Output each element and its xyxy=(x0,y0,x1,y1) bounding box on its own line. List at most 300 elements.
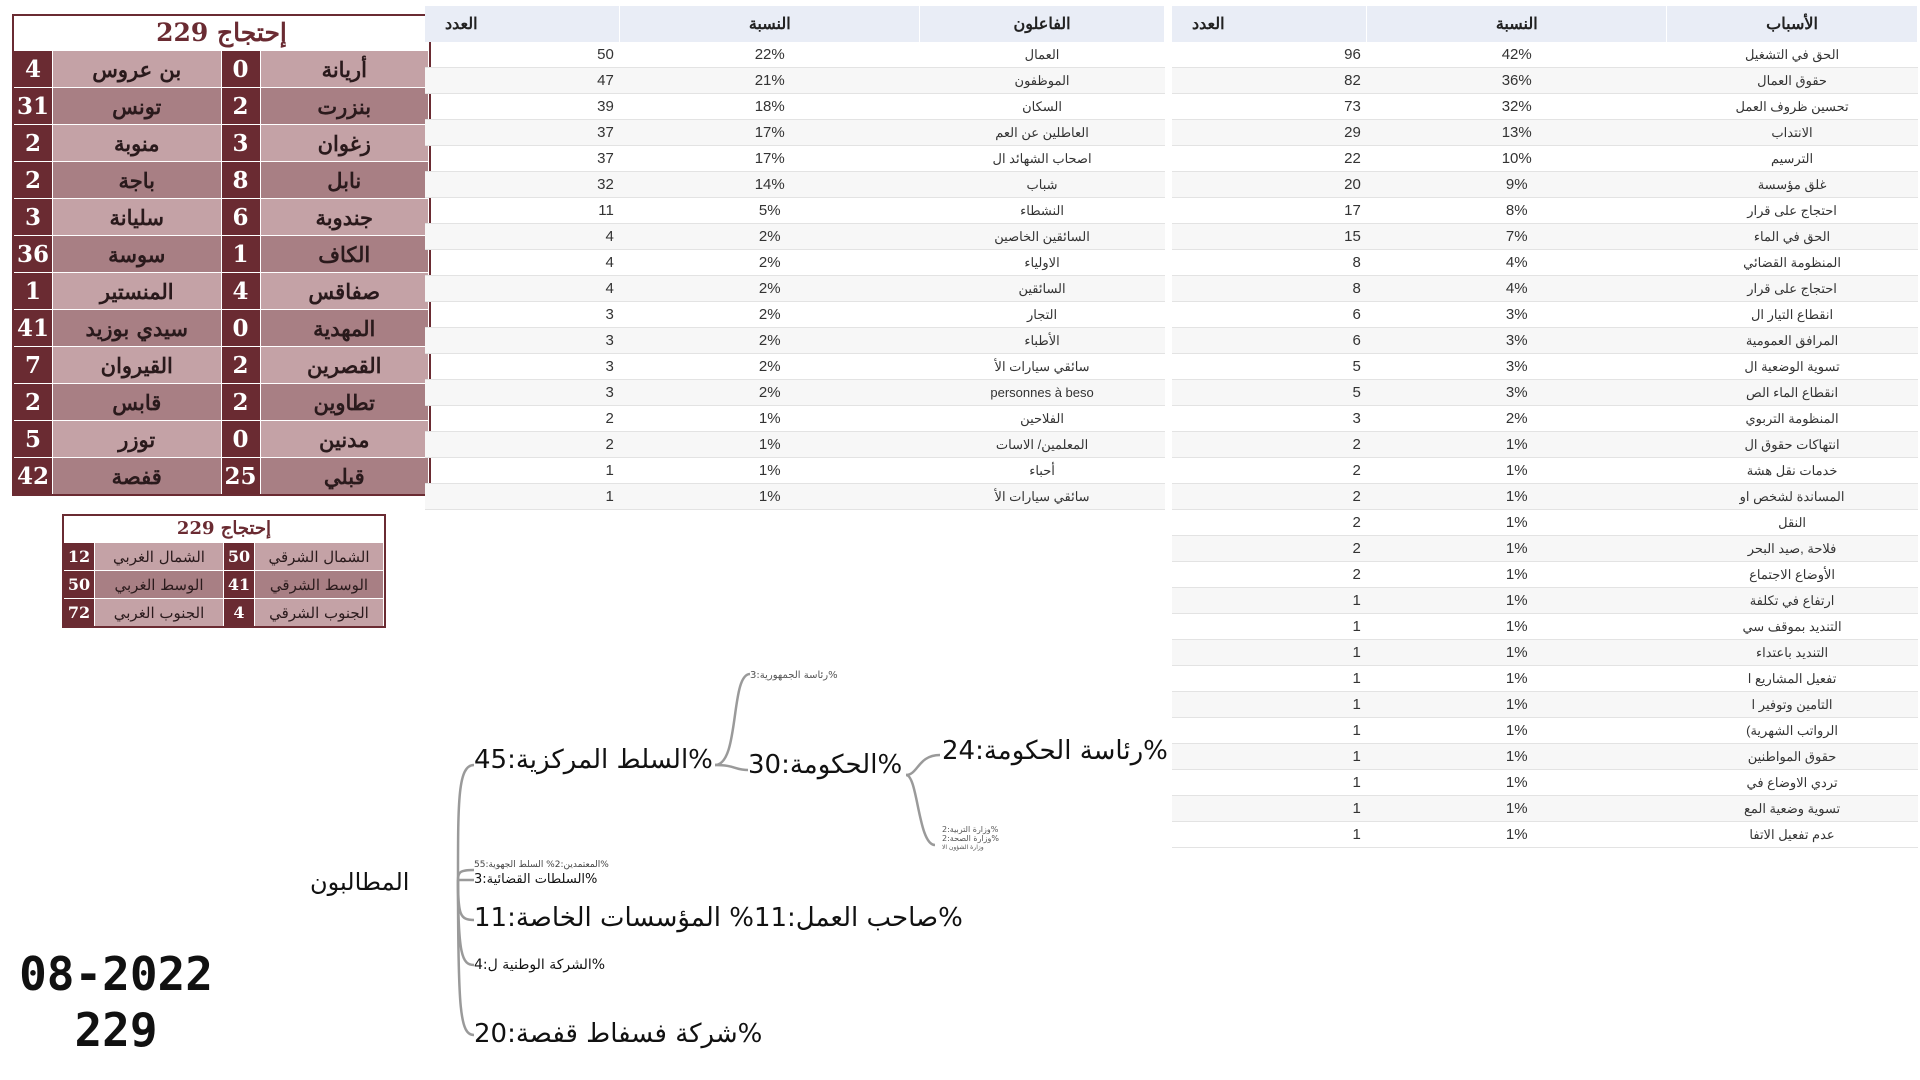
cause-pct-cell: 1% xyxy=(1367,536,1667,562)
causes-body xyxy=(1172,42,1918,848)
cause-pct-cell: 1% xyxy=(1367,510,1667,536)
governorate-name: بنزرت xyxy=(260,88,430,124)
cause-pct-cell: 4% xyxy=(1367,250,1667,276)
cause-count-cell: 1 xyxy=(1172,718,1367,744)
causes-header-row xyxy=(1172,6,1918,42)
cause-row xyxy=(1172,640,1918,666)
cause-count-cell: 8 xyxy=(1172,276,1367,302)
actor-pct-cell: 1% xyxy=(620,458,920,484)
cause-name-cell: المنظومة القضائي xyxy=(1667,250,1918,276)
actor-row xyxy=(425,68,1165,94)
actor-pct-cell: 18% xyxy=(620,94,920,120)
mindmap-ministry-health: وزارة الصحة:2% xyxy=(942,834,999,843)
governorates-table xyxy=(12,14,431,496)
actor-pct-cell: 21% xyxy=(620,68,920,94)
actor-pct-cell: 17% xyxy=(620,146,920,172)
governorate-count: 1 xyxy=(222,236,260,272)
cause-count-cell: 6 xyxy=(1172,302,1367,328)
governorate-count: 0 xyxy=(222,51,260,87)
actor-count-cell: 2 xyxy=(425,406,620,432)
cause-row xyxy=(1172,536,1918,562)
governorate-name: الكاف xyxy=(260,236,430,272)
cause-name-cell: انقطاع التيار ال xyxy=(1667,302,1918,328)
actors-header-pct[interactable]: النسبة xyxy=(620,6,920,42)
cause-row xyxy=(1172,94,1918,120)
cause-count-cell: 1 xyxy=(1172,822,1367,848)
cause-row xyxy=(1172,172,1918,198)
cause-name-cell: تفعيل المشاريع ا xyxy=(1667,666,1918,692)
cause-pct-cell: 1% xyxy=(1367,692,1667,718)
governorate-count: 31 xyxy=(14,88,52,124)
actor-pct-cell: 1% xyxy=(620,484,920,510)
actor-pct-cell: 2% xyxy=(620,380,920,406)
governorate-row xyxy=(14,198,429,235)
cause-name-cell: (الرواتب الشهرية xyxy=(1667,718,1918,744)
governorate-name: تطاوين xyxy=(260,384,430,420)
stamp-date: 08-2022 xyxy=(19,947,213,1001)
actor-row xyxy=(425,172,1165,198)
governorate-name: قابس xyxy=(52,384,222,420)
cause-row xyxy=(1172,380,1918,406)
governorate-count: 36 xyxy=(14,236,52,272)
cause-name-cell: احتجاج على قرار xyxy=(1667,276,1918,302)
actor-row xyxy=(425,146,1165,172)
actor-pct-cell: 2% xyxy=(620,354,920,380)
causes-table xyxy=(1172,6,1918,848)
region-name: الجنوب الغربي xyxy=(94,599,224,626)
cause-name-cell: المساندة لشخص او xyxy=(1667,484,1918,510)
cause-row xyxy=(1172,666,1918,692)
cause-name-cell: غلق مؤسسة xyxy=(1667,172,1918,198)
governorate-name: القيروان xyxy=(52,347,222,383)
region-row xyxy=(64,542,384,570)
cause-row xyxy=(1172,510,1918,536)
cause-count-cell: 1 xyxy=(1172,614,1367,640)
cause-row xyxy=(1172,198,1918,224)
actor-row xyxy=(425,224,1165,250)
actors-body xyxy=(425,42,1165,510)
actor-row xyxy=(425,94,1165,120)
cause-name-cell: انتهاكات حقوق ال xyxy=(1667,432,1918,458)
cause-name-cell: المنظومة التربوي xyxy=(1667,406,1918,432)
governorate-row xyxy=(14,124,429,161)
cause-name-cell: انقطاع الماء الص xyxy=(1667,380,1918,406)
governorate-count: 0 xyxy=(222,421,260,457)
governorate-count: 6 xyxy=(222,199,260,235)
cause-count-cell: 2 xyxy=(1172,536,1367,562)
cause-count-cell: 1 xyxy=(1172,770,1367,796)
cause-pct-cell: 3% xyxy=(1367,328,1667,354)
cause-row xyxy=(1172,432,1918,458)
mindmap-central-authorities[interactable]: السلط المركزية:45% xyxy=(474,745,713,775)
actor-row xyxy=(425,484,1165,510)
governorate-name: زغوان xyxy=(260,125,430,161)
cause-row xyxy=(1172,276,1918,302)
governorate-name: المهدية xyxy=(260,310,430,346)
actor-name-cell: الموظفون xyxy=(920,68,1165,94)
cause-pct-cell: 1% xyxy=(1367,588,1667,614)
cause-count-cell: 2 xyxy=(1172,510,1367,536)
cause-name-cell: حقوق العمال xyxy=(1667,68,1918,94)
actor-count-cell: 3 xyxy=(425,380,620,406)
actor-row xyxy=(425,302,1165,328)
governorates-title: 229 إحتجاج xyxy=(14,16,429,50)
cause-pct-cell: 1% xyxy=(1367,458,1667,484)
connector-central-government xyxy=(715,765,748,770)
actor-row xyxy=(425,406,1165,432)
cause-name-cell: فلاحة ,صيد البحر xyxy=(1667,536,1918,562)
cause-row xyxy=(1172,822,1918,848)
actors-header-count[interactable]: العدد xyxy=(425,6,620,42)
cause-pct-cell: 1% xyxy=(1367,666,1667,692)
actor-pct-cell: 1% xyxy=(620,406,920,432)
actor-pct-cell: 2% xyxy=(620,276,920,302)
mindmap-presidency[interactable]: رئاسة الجمهورية:3% xyxy=(750,670,838,681)
governorate-name: باجة xyxy=(52,162,222,198)
governorate-row xyxy=(14,272,429,309)
actor-count-cell: 2 xyxy=(425,432,620,458)
region-name: الشمال الغربي xyxy=(94,543,224,570)
governorate-row xyxy=(14,161,429,198)
actor-row xyxy=(425,354,1165,380)
causes-header-count[interactable]: العدد xyxy=(1172,6,1367,42)
cause-row xyxy=(1172,406,1918,432)
connector-root-employer xyxy=(458,880,474,920)
governorate-name: نابل xyxy=(260,162,430,198)
governorate-row xyxy=(14,346,429,383)
mindmap-ministry-small: وزارة الشؤون الا xyxy=(942,844,984,851)
governorate-row xyxy=(14,50,429,87)
actor-pct-cell: 2% xyxy=(620,302,920,328)
governorate-count: 0 xyxy=(222,310,260,346)
cause-count-cell: 5 xyxy=(1172,380,1367,406)
mindmap-judicial[interactable]: السلطات القضائية:3% xyxy=(474,872,598,887)
cause-pct-cell: 1% xyxy=(1367,640,1667,666)
cause-name-cell: الحق في الماء xyxy=(1667,224,1918,250)
actor-pct-cell: 14% xyxy=(620,172,920,198)
region-count: 72 xyxy=(67,603,91,622)
cause-count-cell: 17 xyxy=(1172,198,1367,224)
cause-count-cell: 2 xyxy=(1172,458,1367,484)
regions-table xyxy=(62,514,386,628)
actor-name-cell: الفلاحين xyxy=(920,406,1165,432)
governorate-row xyxy=(14,235,429,272)
actor-count-cell: 1 xyxy=(425,484,620,510)
cause-row xyxy=(1172,120,1918,146)
governorate-row xyxy=(14,309,429,346)
governorate-count: 4 xyxy=(14,51,52,87)
cause-row xyxy=(1172,42,1918,68)
governorate-row xyxy=(14,383,429,420)
actor-count-cell: 47 xyxy=(425,68,620,94)
actor-pct-cell: 22% xyxy=(620,42,920,68)
actor-count-cell: 11 xyxy=(425,198,620,224)
actors-header-name[interactable]: الفاعلون xyxy=(920,6,1165,42)
actor-name-cell: السكان xyxy=(920,94,1165,120)
governorate-name: قبلي xyxy=(260,458,430,494)
cause-name-cell: ارتفاع في تكلفة xyxy=(1667,588,1918,614)
cause-name-cell: النقل xyxy=(1667,510,1918,536)
cause-row xyxy=(1172,354,1918,380)
region-name: الوسط الشرقي xyxy=(254,571,384,598)
governorate-name: القصرين xyxy=(260,347,430,383)
cause-name-cell: احتجاج على قرار xyxy=(1667,198,1918,224)
governorate-name: سليانة xyxy=(52,199,222,235)
actor-row xyxy=(425,380,1165,406)
cause-count-cell: 1 xyxy=(1172,796,1367,822)
actor-pct-cell: 1% xyxy=(620,432,920,458)
cause-pct-cell: 42% xyxy=(1367,42,1667,68)
cause-pct-cell: 1% xyxy=(1367,770,1667,796)
actor-name-cell: اصحاب الشهائد ال xyxy=(920,146,1165,172)
governorate-count: 2 xyxy=(222,384,260,420)
region-name: الجنوب الشرقي xyxy=(254,599,384,626)
cause-count-cell: 82 xyxy=(1172,68,1367,94)
cause-count-cell: 96 xyxy=(1172,42,1367,68)
cause-pct-cell: 1% xyxy=(1367,562,1667,588)
mindmap-ministries[interactable] xyxy=(942,825,999,852)
region-count: 50 xyxy=(227,547,251,566)
cause-row xyxy=(1172,146,1918,172)
connector-root-regional xyxy=(458,870,474,880)
cause-count-cell: 20 xyxy=(1172,172,1367,198)
cause-pct-cell: 1% xyxy=(1367,744,1667,770)
governorate-name: توزر xyxy=(52,421,222,457)
cause-pct-cell: 13% xyxy=(1367,120,1667,146)
cause-pct-cell: 8% xyxy=(1367,198,1667,224)
cause-pct-cell: 4% xyxy=(1367,276,1667,302)
cause-name-cell: تسوية وضعية المع xyxy=(1667,796,1918,822)
actor-row xyxy=(425,276,1165,302)
connector-government-pm xyxy=(906,755,940,775)
cause-row xyxy=(1172,302,1918,328)
governorate-row xyxy=(14,457,429,494)
governorate-count: 2 xyxy=(222,347,260,383)
governorate-count: 2 xyxy=(14,125,52,161)
actor-name-cell: شباب xyxy=(920,172,1165,198)
governorate-count: 42 xyxy=(14,458,52,494)
actor-row xyxy=(425,120,1165,146)
cause-pct-cell: 7% xyxy=(1367,224,1667,250)
connector-root-national xyxy=(458,880,474,965)
regions-title: 229 إحتجاج xyxy=(64,516,384,542)
cause-pct-cell: 3% xyxy=(1367,380,1667,406)
governorate-count: 2 xyxy=(14,162,52,198)
cause-count-cell: 1 xyxy=(1172,640,1367,666)
cause-name-cell: المرافق العمومية xyxy=(1667,328,1918,354)
actor-name-cell: السائقين الخاصين xyxy=(920,224,1165,250)
governorate-name: قفصة xyxy=(52,458,222,494)
cause-count-cell: 29 xyxy=(1172,120,1367,146)
actor-count-cell: 3 xyxy=(425,328,620,354)
cause-count-cell: 1 xyxy=(1172,588,1367,614)
cause-count-cell: 3 xyxy=(1172,406,1367,432)
cause-row xyxy=(1172,484,1918,510)
cause-pct-cell: 32% xyxy=(1367,94,1667,120)
governorate-name: منوبة xyxy=(52,125,222,161)
actor-count-cell: 37 xyxy=(425,120,620,146)
governorate-name: أريانة xyxy=(260,51,430,87)
cause-pct-cell: 9% xyxy=(1367,172,1667,198)
actor-count-cell: 4 xyxy=(425,276,620,302)
cause-count-cell: 73 xyxy=(1172,94,1367,120)
actor-count-cell: 39 xyxy=(425,94,620,120)
actor-name-cell: الاولياء xyxy=(920,250,1165,276)
cause-name-cell: الانتداب xyxy=(1667,120,1918,146)
actor-name-cell: الأطباء xyxy=(920,328,1165,354)
cause-pct-cell: 1% xyxy=(1367,822,1667,848)
actor-pct-cell: 2% xyxy=(620,224,920,250)
connector-central-presidency xyxy=(715,674,750,765)
cause-count-cell: 1 xyxy=(1172,692,1367,718)
governorate-count: 7 xyxy=(14,347,52,383)
region-count: 41 xyxy=(227,575,251,594)
actor-pct-cell: 5% xyxy=(620,198,920,224)
actor-count-cell: 4 xyxy=(425,250,620,276)
actor-name-cell: personnes à beso xyxy=(920,380,1165,406)
cause-pct-cell: 1% xyxy=(1367,718,1667,744)
governorate-name: تونس xyxy=(52,88,222,124)
regions-rows xyxy=(64,542,384,626)
actor-name-cell: سائقي سيارات الأ xyxy=(920,354,1165,380)
governorate-count: 8 xyxy=(222,162,260,198)
mindmap-national-company[interactable]: الشركة الوطنية ل:4% xyxy=(474,957,606,973)
connector-government-ministries xyxy=(906,775,935,845)
cause-count-cell: 5 xyxy=(1172,354,1367,380)
cause-name-cell: تحسين ظروف العمل xyxy=(1667,94,1918,120)
mindmap-root[interactable]: المطالبون xyxy=(310,868,410,896)
governorate-count: 3 xyxy=(222,125,260,161)
cause-pct-cell: 1% xyxy=(1367,796,1667,822)
actor-count-cell: 32 xyxy=(425,172,620,198)
actor-pct-cell: 17% xyxy=(620,120,920,146)
cause-row xyxy=(1172,614,1918,640)
cause-row xyxy=(1172,562,1918,588)
actor-name-cell: التجار xyxy=(920,302,1165,328)
region-row xyxy=(64,598,384,626)
actor-row xyxy=(425,328,1165,354)
mindmap-regional[interactable]: المعتمدين:2% السلط الجهوية:55% xyxy=(474,860,609,870)
mindmap-gafsa-phosphate[interactable]: شركة فسفاط قفصة:20% xyxy=(474,1019,763,1049)
governorate-count: 1 xyxy=(14,273,52,309)
region-row xyxy=(64,570,384,598)
connector-root-gafsa xyxy=(458,880,474,1035)
causes-header-name[interactable]: الأسباب xyxy=(1667,6,1918,42)
cause-row xyxy=(1172,718,1918,744)
mindmap-ministry-education: وزارة التربية:2% xyxy=(942,825,999,834)
mindmap-government[interactable]: الحكومة:30% xyxy=(748,750,903,780)
region-name: الشمال الشرقي xyxy=(254,543,384,570)
cause-row xyxy=(1172,328,1918,354)
actor-name-cell: السائقين xyxy=(920,276,1165,302)
governorate-count: 4 xyxy=(222,273,260,309)
cause-count-cell: 6 xyxy=(1172,328,1367,354)
governorate-count: 3 xyxy=(14,199,52,235)
actor-pct-cell: 2% xyxy=(620,328,920,354)
actor-row xyxy=(425,432,1165,458)
cause-pct-cell: 1% xyxy=(1367,432,1667,458)
actor-name-cell: النشطاء xyxy=(920,198,1165,224)
governorate-row xyxy=(14,420,429,457)
governorate-name: سيدي بوزيد xyxy=(52,310,222,346)
governorate-count: 2 xyxy=(222,88,260,124)
cause-row xyxy=(1172,224,1918,250)
governorate-name: جندوبة xyxy=(260,199,430,235)
governorate-count: 5 xyxy=(14,421,52,457)
cause-name-cell: الترسيم xyxy=(1667,146,1918,172)
cause-row xyxy=(1172,770,1918,796)
governorate-name: مدنين xyxy=(260,421,430,457)
cause-row xyxy=(1172,692,1918,718)
cause-row xyxy=(1172,250,1918,276)
actor-pct-cell: 2% xyxy=(620,250,920,276)
governorates-rows xyxy=(14,50,429,494)
cause-name-cell: الحق في التشغيل xyxy=(1667,42,1918,68)
cause-count-cell: 1 xyxy=(1172,666,1367,692)
cause-name-cell: التامين وتوفير ا xyxy=(1667,692,1918,718)
cause-name-cell: التنديد باعتداء xyxy=(1667,640,1918,666)
cause-name-cell: تردي الاوضاع في xyxy=(1667,770,1918,796)
cause-count-cell: 2 xyxy=(1172,484,1367,510)
stamp-count: 229 xyxy=(74,1003,158,1057)
causes-header-pct[interactable]: النسبة xyxy=(1367,6,1667,42)
mindmap-pm-office[interactable]: رئاسة الحكومة:24% xyxy=(942,736,1168,766)
governorate-count: 41 xyxy=(14,310,52,346)
cause-pct-cell: 36% xyxy=(1367,68,1667,94)
governorate-row xyxy=(14,87,429,124)
actor-name-cell: سائقي سيارات الأ xyxy=(920,484,1165,510)
cause-pct-cell: 3% xyxy=(1367,354,1667,380)
actor-name-cell: المعلمين/ الاسات xyxy=(920,432,1165,458)
actor-count-cell: 50 xyxy=(425,42,620,68)
cause-name-cell: تسوية الوضعية ال xyxy=(1667,354,1918,380)
governorate-count: 2 xyxy=(14,384,52,420)
actor-count-cell: 3 xyxy=(425,302,620,328)
cause-pct-cell: 1% xyxy=(1367,484,1667,510)
cause-name-cell: عدم تفعيل الاتفا xyxy=(1667,822,1918,848)
region-name: الوسط الغربي xyxy=(94,571,224,598)
actors-table xyxy=(425,6,1165,510)
cause-row xyxy=(1172,588,1918,614)
actors-header-row xyxy=(425,6,1165,42)
cause-count-cell: 15 xyxy=(1172,224,1367,250)
cause-row xyxy=(1172,68,1918,94)
cause-name-cell: التنديد بموقف سي xyxy=(1667,614,1918,640)
cause-row xyxy=(1172,458,1918,484)
actor-row xyxy=(425,198,1165,224)
cause-count-cell: 2 xyxy=(1172,432,1367,458)
actor-name-cell: العاطلين عن العم xyxy=(920,120,1165,146)
cause-count-cell: 1 xyxy=(1172,744,1367,770)
actor-row xyxy=(425,42,1165,68)
governorate-name: سوسة xyxy=(52,236,222,272)
connector-root-central xyxy=(458,765,474,880)
actor-row xyxy=(425,458,1165,484)
mindmap-employer[interactable]: صاحب العمل:11% المؤسسات الخاصة:11% xyxy=(474,903,963,933)
cause-count-cell: 2 xyxy=(1172,562,1367,588)
cause-pct-cell: 2% xyxy=(1367,406,1667,432)
date-stamp xyxy=(16,946,216,1058)
cause-name-cell: حقوق المواطنين xyxy=(1667,744,1918,770)
cause-count-cell: 8 xyxy=(1172,250,1367,276)
cause-row xyxy=(1172,744,1918,770)
cause-name-cell: خدمات نقل هشة xyxy=(1667,458,1918,484)
cause-row xyxy=(1172,796,1918,822)
region-count: 50 xyxy=(67,575,91,594)
governorate-name: المنستير xyxy=(52,273,222,309)
region-count: 4 xyxy=(233,603,245,622)
actor-name-cell: العمال xyxy=(920,42,1165,68)
